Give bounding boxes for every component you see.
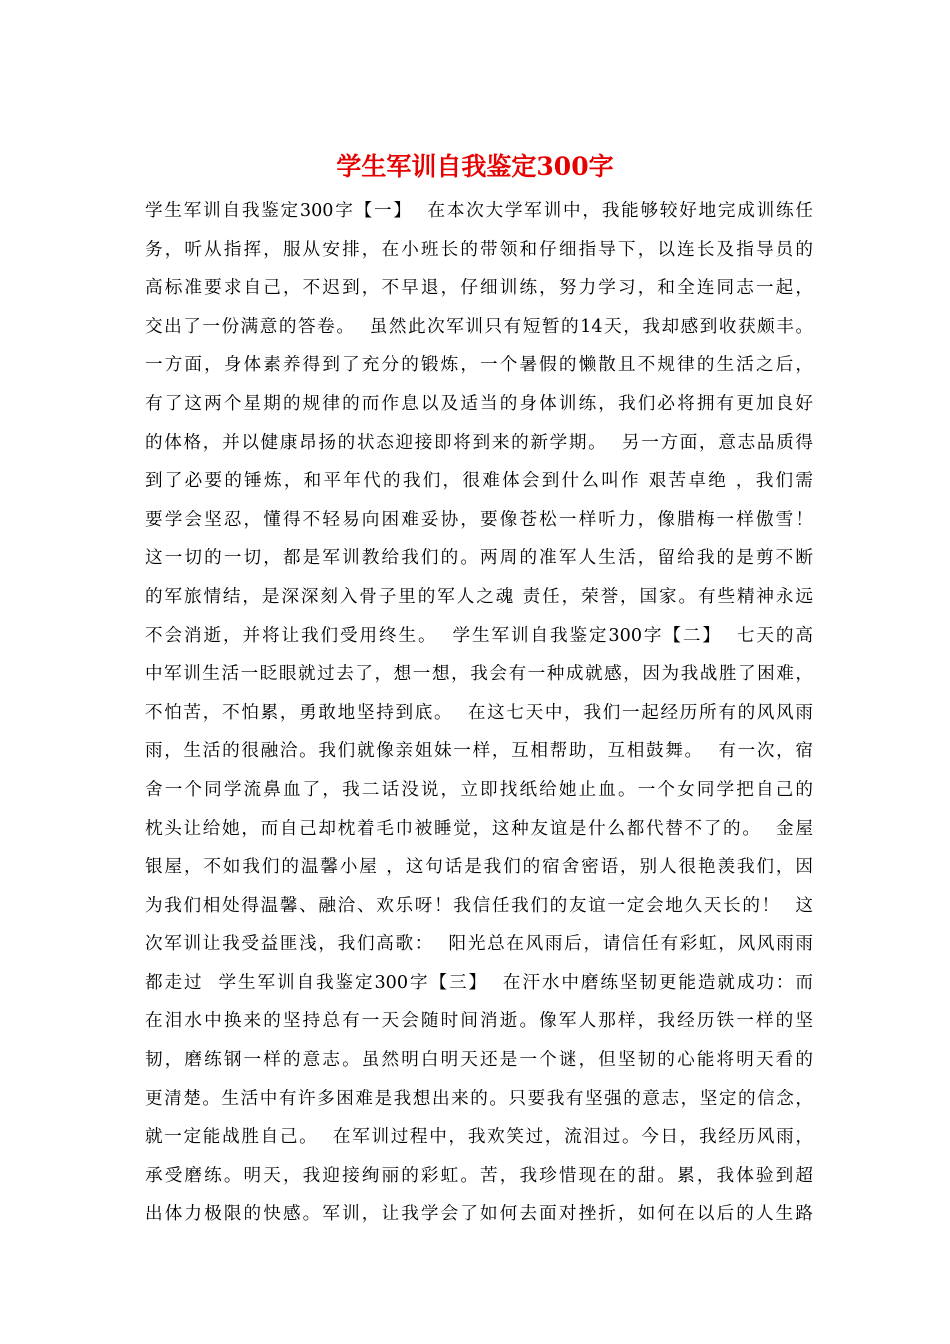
body-text-line: 舍一个同学流鼻血了，我二话没说，立即找纸给她止血。一个女同学把自己的 <box>145 779 813 800</box>
body-text-line: 更清楚。生活中有许多困难是我想出来的。只要我有坚强的意志，坚定的信念， <box>145 1088 813 1109</box>
body-text-line: 有了这两个星期的规律的而作息以及适当的身体训练，我们必将拥有更加良好 <box>145 393 813 414</box>
document-body <box>145 192 813 1234</box>
body-text-line: 学生军训自我鉴定300字【一】 在本次大学军训中，我能够较好地完成训练任 <box>145 201 813 221</box>
body-text-line: 雨，生活的很融洽。我们就像亲姐妹一样，互相帮助，互相鼓舞。 有一次，宿 <box>145 741 813 762</box>
body-text-line: 就一定能战胜自己。 在军训过程中，我欢笑过，流泪过。今日，我经历风雨， <box>145 1127 813 1148</box>
body-text-line: 在泪水中换来的坚持总有一天会随时间消逝。像军人那样，我经历铁一样的坚 <box>145 1011 813 1032</box>
body-text-line: 的军旅情结，是深深刻入骨子里的军人之魂 责任，荣誉，国家。有些精神永远 <box>145 586 813 607</box>
body-text-line: 一方面，身体素养得到了充分的锻炼，一个暑假的懒散且不规律的生活之后， <box>145 355 813 376</box>
document-title: 学生军训自我鉴定300字 <box>336 152 614 181</box>
body-text-line: 都走过 学生军训自我鉴定300字【三】 在汗水中磨练坚韧更能造就成功：而 <box>145 972 813 993</box>
body-text-line: 次军训让我受益匪浅，我们高歌： 阳光总在风雨后，请信任有彩虹，风风雨雨 <box>145 934 813 955</box>
body-text-line: 出体力极限的快感。军训，让我学会了如何去面对挫折，如何在以后的人生路 <box>145 1204 813 1225</box>
body-text-line: 枕头让给她，而自己却枕着毛巾被睡觉，这种友谊是什么都代替不了的。 金屋 <box>145 818 813 839</box>
body-text-line: 银屋，不如我们的温馨小屋 ，这句话是我们的宿舍密语，别人很艳羡我们，因 <box>145 857 813 878</box>
body-text-line: 交出了一份满意的答卷。 虽然此次军训只有短暂的14天，我却感到收获颇丰。 <box>145 316 813 337</box>
body-text-line: 要学会坚忍，懂得不轻易向困难妥协，要像苍松一样听力，像腊梅一样傲雪！ <box>145 509 813 530</box>
body-text-line: 中军训生活一眨眼就过去了，想一想，我会有一种成就感，因为我战胜了困难， <box>145 664 813 685</box>
body-text-line: 韧，磨练钢一样的意志。虽然明白明天还是一个谜，但坚韧的心能将明天看的 <box>145 1050 813 1071</box>
body-text-line: 到了必要的锤炼，和平年代的我们，很难体会到什么叫作 艰苦卓绝 ，我们需 <box>145 471 813 492</box>
body-text-line: 高标准要求自己，不迟到，不早退，仔细训练，努力学习，和全连同志一起， <box>145 278 813 299</box>
body-text-line: 这一切的一切，都是军训教给我们的。两周的准军人生活，留给我的是剪不断 <box>145 548 813 569</box>
body-text-line: 的体格，并以健康昂扬的状态迎接即将到来的新学期。 另一方面，意志品质得 <box>145 432 813 453</box>
body-text-line: 承受磨练。明天，我迎接绚丽的彩虹。苦，我珍惜现在的甜。累，我体验到超 <box>145 1165 813 1186</box>
body-text-line: 为我们相处得温馨、融洽、欢乐呀！我信任我们的友谊一定会地久天长的！ 这 <box>145 895 813 916</box>
body-text-line: 不怕苦，不怕累，勇敢地坚持到底。 在这七天中，我们一起经历所有的风风雨 <box>145 702 813 723</box>
body-text-line: 务，听从指挥，服从安排，在小班长的带领和仔细指导下，以连长及指导员的 <box>145 239 813 260</box>
body-text-line: 不会消逝，并将让我们受用终生。 学生军训自我鉴定300字【二】 七天的高 <box>145 625 813 646</box>
